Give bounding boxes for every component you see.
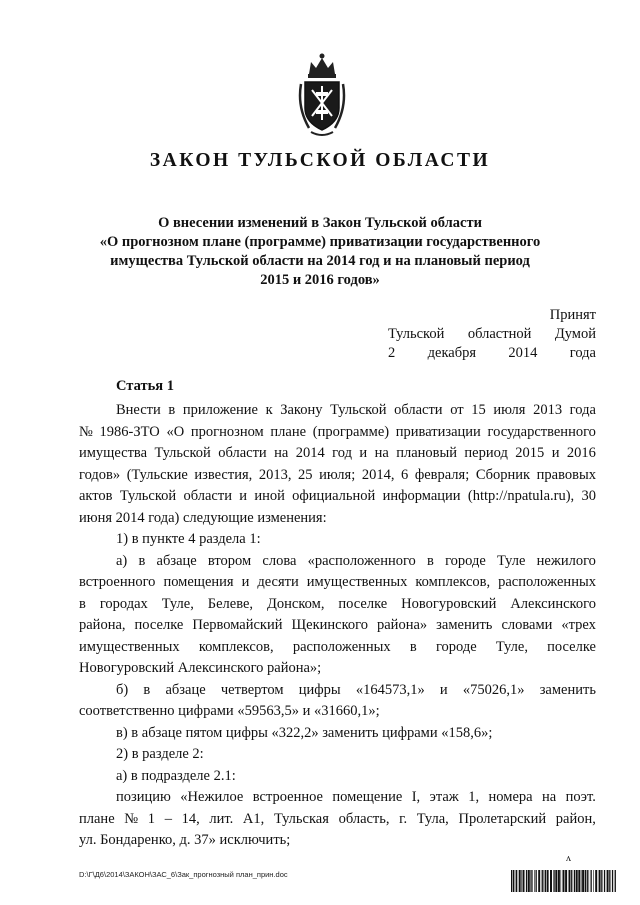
word: области: [183, 488, 232, 504]
word: и: [439, 681, 448, 698]
adoption-block: [388, 306, 596, 363]
word: приватизации: [395, 423, 481, 440]
word: в: [138, 552, 146, 569]
text-line: [79, 551, 596, 573]
word: имущественных: [79, 638, 180, 655]
word: городах: [99, 595, 148, 612]
word: в: [79, 595, 86, 612]
article-title: Статья 1: [116, 378, 174, 394]
text-line: 1) в пункте 4 раздела 1:: [116, 531, 261, 547]
word: поселке: [338, 595, 388, 612]
word: правовых: [536, 466, 596, 483]
word: поэт.: [565, 789, 596, 805]
word: 1,: [468, 789, 480, 805]
word: словами: [501, 617, 553, 633]
text-line: [79, 615, 596, 637]
word: приложение: [182, 402, 258, 418]
word: Белеве,: [207, 595, 254, 612]
word: Туле,: [161, 595, 194, 612]
word: цифры: [298, 681, 341, 698]
word: от: [450, 402, 464, 418]
adopted-word: Тульской: [388, 326, 445, 342]
word: известия,: [194, 466, 253, 483]
word: этаж: [429, 789, 459, 805]
word: район,: [555, 810, 596, 827]
word: «75026,1»: [462, 681, 525, 698]
word: г.: [399, 810, 408, 827]
word: Внести: [116, 402, 161, 418]
word: Сборник: [475, 466, 531, 483]
adopted-word: года: [569, 345, 596, 361]
text-line: а) в подразделе 2.1:: [116, 767, 236, 784]
word: I,: [411, 789, 421, 805]
word: 30: [581, 488, 596, 504]
word: номера: [488, 789, 533, 805]
adopted-word: областной: [467, 326, 532, 342]
adopted-label: Принят: [549, 307, 596, 323]
word: Тульской: [330, 402, 387, 418]
word: и: [551, 445, 560, 461]
text-line: июня 2014 года) следующие изменения:: [79, 509, 327, 526]
text-line: в) в абзаце пятом цифры «322,2» заменить цифрами «158,6»;: [116, 724, 493, 741]
word: официальной: [292, 488, 376, 504]
text-line: [79, 465, 596, 487]
word: иной: [254, 488, 285, 504]
heading-line: имущества Тульской области на 2014 год и на плановый период: [110, 253, 530, 269]
word: б): [116, 681, 129, 698]
word: №: [79, 423, 93, 440]
word: и: [241, 574, 250, 590]
word: период: [464, 445, 508, 461]
word: «трех: [561, 617, 596, 633]
word: нежилого: [536, 552, 596, 569]
word: имущественных: [306, 574, 408, 590]
word: 2013,: [258, 466, 292, 483]
word: 1986-ЗТО: [99, 423, 160, 440]
text-line: [79, 787, 596, 809]
text-line: [79, 400, 596, 422]
word: встроенного: [79, 574, 156, 590]
text-line: [79, 809, 596, 831]
word: область,: [338, 810, 390, 827]
text-line: Новогуровский Алексинского района»;: [79, 660, 322, 676]
word: городе: [445, 552, 486, 569]
adopted-word: 2: [388, 345, 396, 361]
text-line: [79, 680, 596, 702]
word: 15: [471, 402, 486, 418]
tula-coat-of-arms-icon: [295, 52, 349, 138]
word: Новогуровский: [401, 595, 497, 612]
word: позицию: [116, 789, 171, 805]
word: «164573,1»: [355, 681, 425, 698]
word: 14,: [181, 810, 200, 827]
adopted-word: 2014: [508, 345, 538, 361]
word: 2016: [566, 445, 596, 461]
barcode-icon: [511, 870, 617, 892]
article-body: [79, 400, 596, 852]
text-line: соответственно цифрами «59563,5» и «31660,1»;: [79, 703, 380, 719]
word: и: [359, 445, 368, 461]
word: 2014,: [361, 466, 395, 483]
word: июля: [493, 402, 526, 418]
adopted-date-line: [388, 344, 596, 363]
word: поселке: [547, 638, 596, 655]
word: комплексов,: [198, 638, 274, 655]
word: 25: [298, 466, 313, 483]
word: втором: [207, 552, 252, 569]
text-line: ул. Бондаренко, д. 37» исключить;: [79, 832, 291, 848]
word: «Нежилое: [180, 789, 244, 805]
word: заменить: [436, 617, 493, 633]
text-line: [79, 594, 596, 616]
word: комплексов,: [415, 574, 491, 590]
word: и: [239, 488, 248, 504]
word: 2015: [515, 445, 545, 461]
text-line: [79, 443, 596, 465]
word: года: [569, 402, 596, 418]
check-mark: ʌ: [566, 853, 571, 864]
word: расположенных: [292, 638, 391, 655]
word: а): [116, 552, 128, 569]
text-line: [79, 486, 596, 508]
word: 2014: [295, 445, 325, 461]
word: (http://npatula.ru),: [467, 488, 575, 504]
word: Закону: [280, 402, 323, 418]
word: абзаце: [156, 552, 197, 569]
word: №: [124, 810, 139, 827]
word: заменить: [539, 681, 596, 698]
word: на: [374, 445, 389, 461]
word: на: [541, 789, 557, 805]
word: района»: [377, 617, 428, 633]
heading-line: О внесении изменений в Закон Тульской области: [158, 215, 482, 231]
heading-line: «О прогнозном плане (программе) приватизации государственного: [99, 234, 541, 250]
word: поселке: [134, 617, 184, 633]
word: А1,: [242, 810, 265, 827]
word: в: [143, 681, 151, 698]
word: к: [265, 402, 273, 418]
word: актов: [79, 488, 113, 504]
heading-line: 2015 и 2016 годов»: [260, 272, 380, 288]
word: «расположенного: [307, 552, 416, 569]
word: –: [164, 810, 172, 827]
word: Щекинского: [291, 617, 368, 633]
word: 6: [401, 466, 409, 483]
text-line: [79, 572, 596, 594]
word: на: [274, 445, 289, 461]
word: Алексинского: [510, 595, 596, 612]
file-path: D:\Г\Д6\2014\ЗАКОН\ЗАС_6\Зак_прогнозный план_прин.doc: [79, 870, 288, 879]
word: (Тульские: [126, 466, 188, 483]
word: слова: [262, 552, 297, 569]
word: лит.: [209, 810, 234, 827]
word: Тульской: [154, 445, 211, 461]
word: информации: [382, 488, 461, 504]
word: Тульской: [119, 488, 177, 504]
word: 1: [147, 810, 156, 827]
word: Пролетарский: [458, 810, 547, 827]
word: годов»: [79, 466, 121, 483]
word: год: [332, 445, 352, 461]
word: февраля;: [414, 466, 470, 483]
word: прогнозном: [190, 423, 264, 440]
adopted-word: Думой: [554, 326, 596, 342]
word: района,: [79, 617, 126, 633]
adopted-word: декабря: [427, 345, 476, 361]
word: в: [427, 552, 434, 569]
word: абзаце: [165, 681, 206, 698]
word: расположенных: [498, 574, 596, 590]
word: в: [409, 638, 417, 655]
word: области: [218, 445, 267, 461]
law-title: ЗАКОН ТУЛЬСКОЙ ОБЛАСТИ: [149, 150, 491, 171]
word: встроенное: [252, 789, 323, 805]
text-line: [79, 422, 596, 444]
word: Первомайский: [192, 617, 283, 633]
adopted-by-line: [388, 325, 596, 344]
word: Тула,: [416, 810, 449, 827]
word: в: [168, 402, 176, 418]
word: (программе): [312, 423, 390, 440]
word: Туле: [497, 552, 526, 569]
word: плане: [79, 810, 115, 827]
word: июля;: [319, 466, 356, 483]
word: плане: [270, 423, 307, 440]
word: государственного: [487, 423, 596, 440]
text-line: [79, 637, 596, 659]
word: городе: [435, 638, 477, 655]
word: «О: [166, 423, 185, 440]
word: имущества: [79, 445, 148, 461]
text-line: 2) в разделе 2:: [116, 746, 204, 762]
word: Тульская: [273, 810, 329, 827]
word: помещение: [332, 789, 403, 805]
word: области: [394, 402, 443, 418]
word: помещения: [163, 574, 234, 590]
word: четвертом: [220, 681, 284, 698]
word: плановый: [396, 445, 457, 461]
law-heading: [80, 214, 560, 290]
word: Донском,: [267, 595, 325, 612]
word: десяти: [257, 574, 299, 590]
word: Туле,: [495, 638, 528, 655]
word: 2013: [533, 402, 563, 418]
